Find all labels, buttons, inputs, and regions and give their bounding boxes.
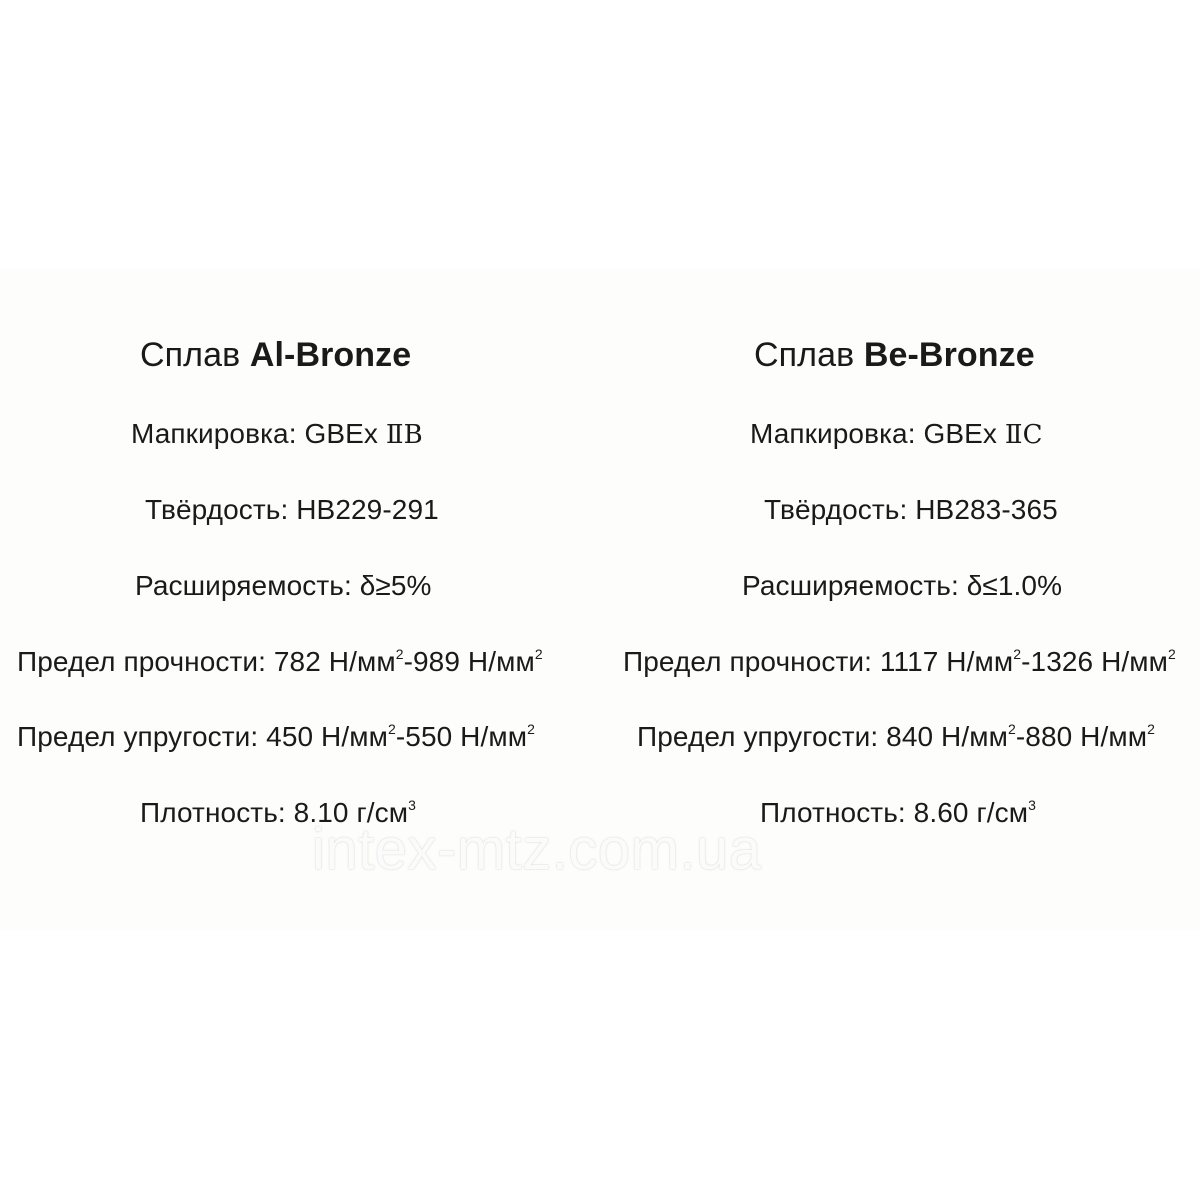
density-line xyxy=(760,796,1036,830)
elastic-limit-max: -550 Н/мм xyxy=(395,721,528,752)
elastic-limit-line xyxy=(17,720,535,754)
alloy-card-be-bronze xyxy=(600,0,1200,1200)
unit-exponent: 2 xyxy=(1168,646,1176,662)
alloy-title xyxy=(754,335,1035,375)
elastic-limit-min: Предел упругости: 840 Н/мм xyxy=(637,721,1008,752)
alloy-title-prefix: Сплав xyxy=(754,336,855,374)
hardness-line: Твёрдость: HB229-291 xyxy=(145,494,439,525)
tensile-strength-min: Предел прочности: 1117 Н/мм xyxy=(623,646,1014,677)
density-value: Плотность: 8.10 г/см xyxy=(140,797,409,828)
unit-exponent: 2 xyxy=(1147,721,1155,737)
marking-label: Мапкировка: GBEx xyxy=(750,418,998,449)
marking-class: ⅡB xyxy=(385,420,423,450)
density-line xyxy=(140,796,416,830)
unit-exponent: 2 xyxy=(527,721,535,737)
expansion-line: Расширяемость: δ≤1.0% xyxy=(742,570,1063,601)
marking-label: Мапкировка: GBEx xyxy=(131,418,379,449)
unit-exponent: 2 xyxy=(1013,646,1022,662)
elastic-limit-line xyxy=(637,720,1155,754)
hardness-line: Твёрдость: HB283-365 xyxy=(764,494,1058,525)
site-watermark: intex-mtz.com.ua xyxy=(312,817,762,882)
alloy-title-prefix: Сплав xyxy=(140,336,241,374)
tensile-strength-max: -989 Н/мм xyxy=(403,646,535,677)
density-value: Плотность: 8.60 г/см xyxy=(760,797,1029,828)
unit-exponent: 2 xyxy=(395,646,404,662)
unit-exponent: 2 xyxy=(387,721,396,737)
marking-line xyxy=(750,417,1043,452)
alloy-title-name: Al-Bronze xyxy=(249,336,412,374)
unit-exponent: 2 xyxy=(534,646,543,662)
tensile-strength-min: Предел прочности: 782 Н/мм xyxy=(17,646,396,677)
marking-class: ⅡC xyxy=(1004,420,1043,450)
marking-line xyxy=(131,417,423,452)
alloy-title-name: Be-Bronze xyxy=(863,336,1035,374)
alloy-title xyxy=(140,335,411,375)
elastic-limit-max: -880 Н/мм xyxy=(1015,721,1148,752)
unit-exponent: 2 xyxy=(1007,721,1016,737)
tensile-strength-line xyxy=(623,645,1176,679)
tensile-strength-line xyxy=(17,645,543,679)
unit-exponent: 3 xyxy=(1028,797,1036,813)
expansion-line: Расширяемость: δ≥5% xyxy=(135,570,432,601)
tensile-strength-max: -1326 Н/мм xyxy=(1021,646,1168,677)
elastic-limit-min: Предел упругости: 450 Н/мм xyxy=(17,721,388,752)
unit-exponent: 3 xyxy=(408,797,416,813)
